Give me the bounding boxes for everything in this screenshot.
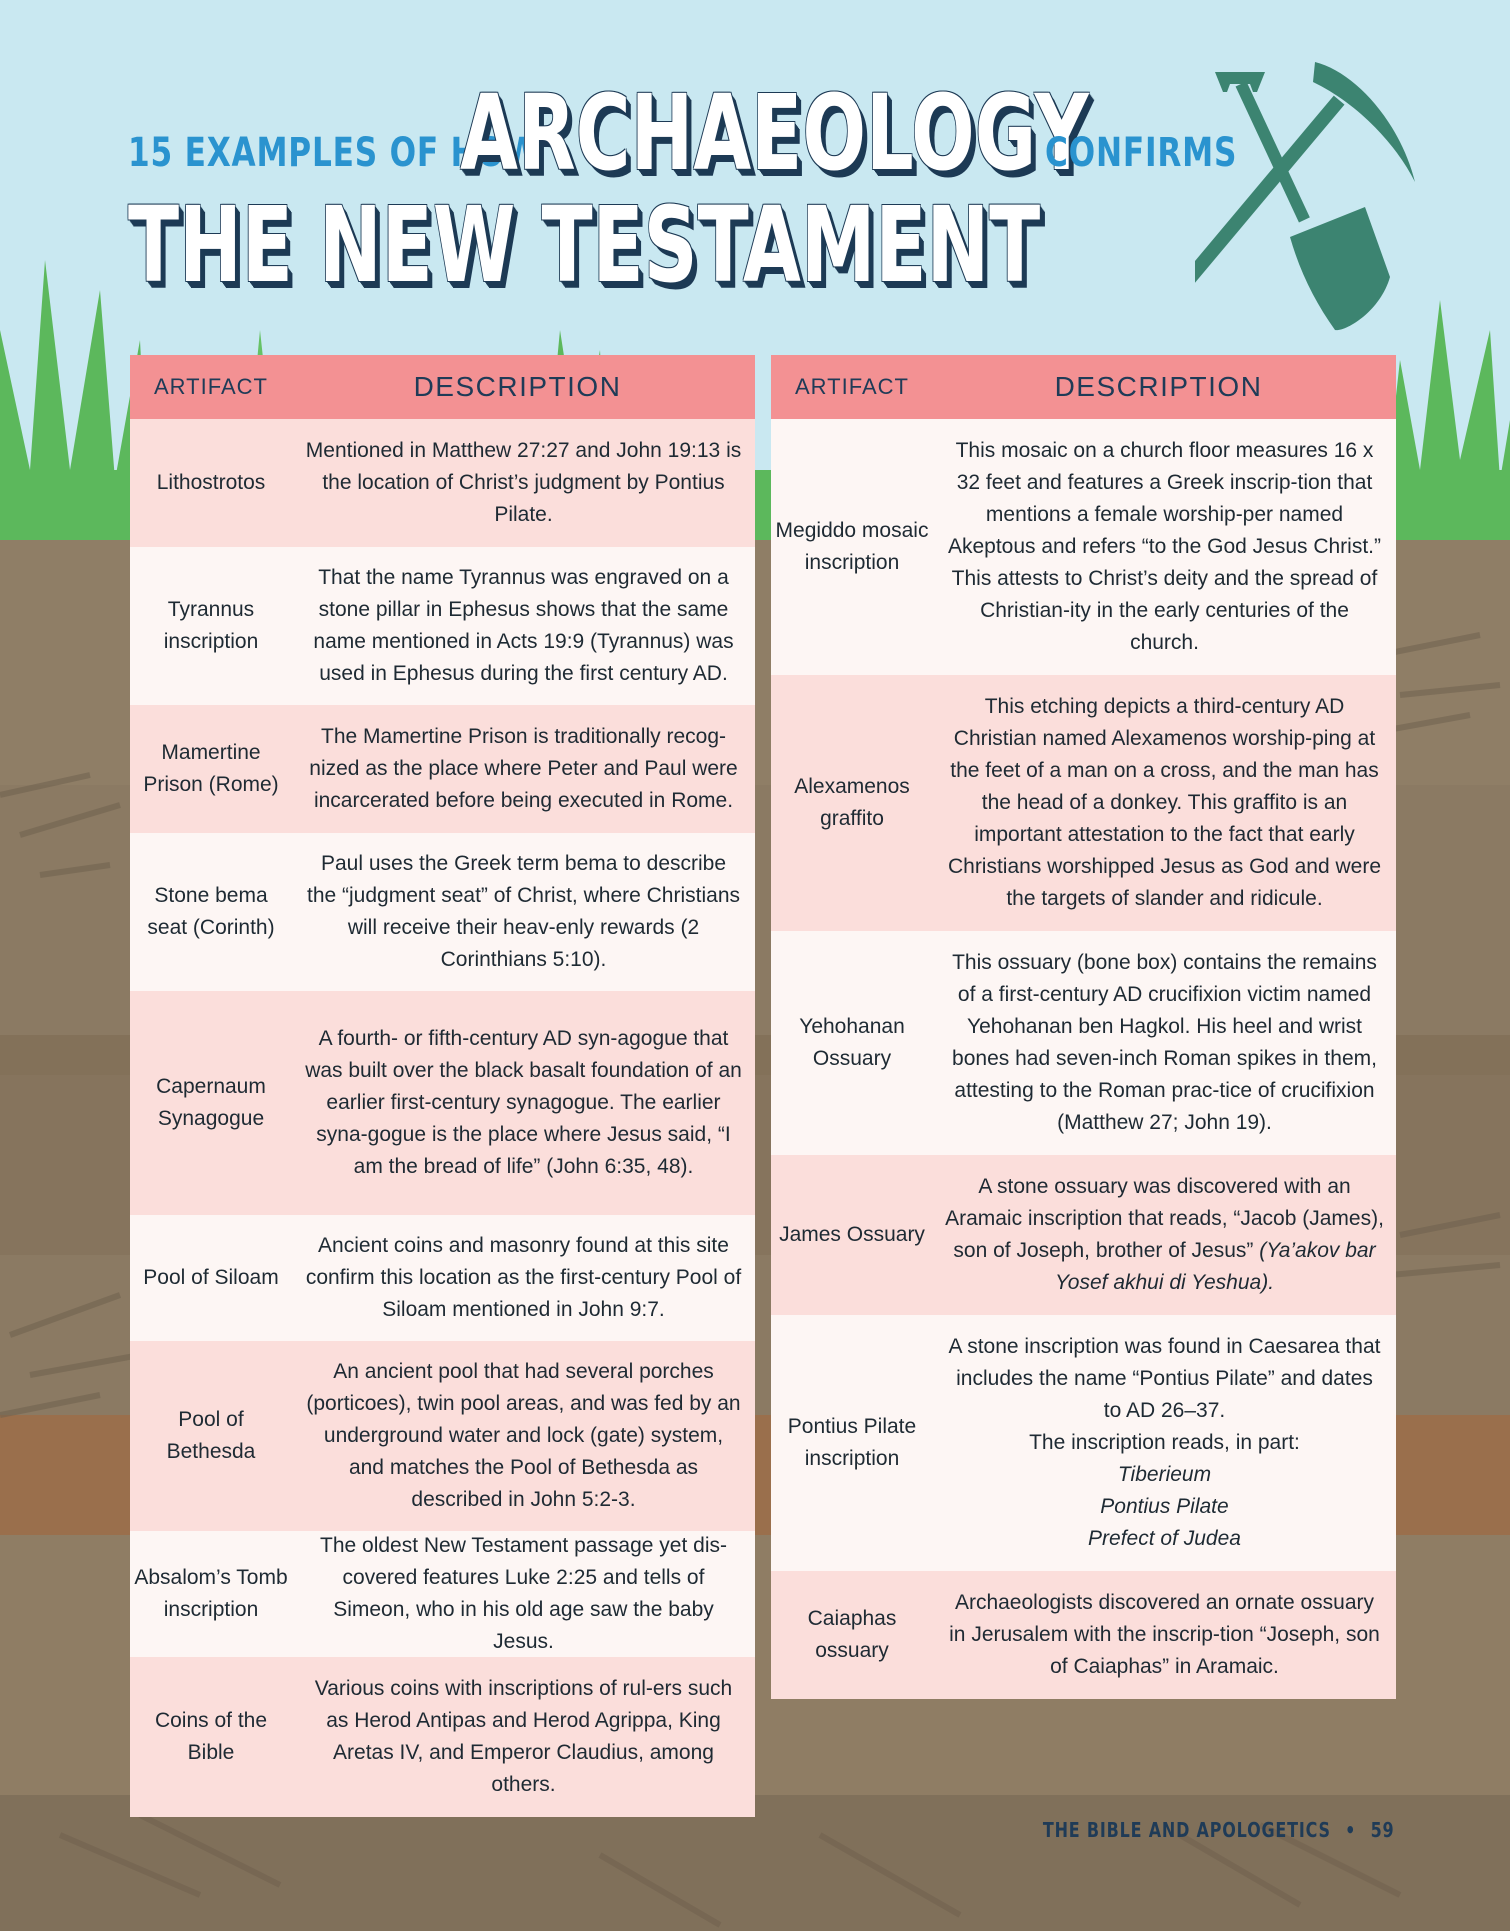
description-cell: A fourth- or fifth-century AD syn-agogue that was built over the black basalt foundation of an earlier first-century synagogue. The earlier syna-gogue is the place where Jesus said, “I am the bread of life” (John 6:35, 48). [305, 1027, 742, 1178]
page-footer [1042, 1818, 1394, 1842]
artifact-column-header: ARTIFACT [795, 374, 909, 399]
italic-line: Tiberieum [1117, 1463, 1212, 1486]
description-cell: The oldest New Testament passage yet dis-covered features Luke 2:25 and tells of Simeon, who in his old age saw the baby Jesus. [320, 1534, 727, 1653]
artifact-cell: Tyrannus inscription [163, 598, 259, 653]
artifact-cell: Caiaphas ossuary [807, 1607, 897, 1662]
header-suffix: CONFIRMS [1045, 130, 1238, 176]
description-cell: Ancient coins and masonry found at this site confirm this location as the first-century Pool of Siloam mentioned in John 9:7. [305, 1234, 742, 1321]
description-cell: This ossuary (bone box) contains the remains of a first-century AD crucifixion victim named Yehohanan ben Hagkol. His heel and wrist bones had seven-inch Roman spikes in them, attesting to the Roman prac-tice of crucifixion (Matthew 27; John 19). [952, 951, 1377, 1134]
description-italic-text: (Ya’akov bar Yosef akhui di Yeshua). [1054, 1239, 1376, 1294]
table-row [130, 1657, 755, 1817]
artifact-cell: Capernaum Synagogue [156, 1075, 266, 1130]
footer-bullet: • [1344, 1818, 1356, 1842]
table-row [771, 1155, 1396, 1315]
page-number: 59 [1370, 1818, 1394, 1842]
table-row [771, 419, 1396, 675]
artifact-cell: Megiddo mosaic inscription [775, 519, 929, 574]
table-row [130, 419, 755, 547]
table-row [130, 833, 755, 991]
left-table-header [130, 355, 755, 419]
description-cell: This mosaic on a church floor measures 16 x 32 feet and features a Greek inscrip-tion that mentions a female worship-per named Akeptous and refers “to the God Jesus Christ.” This attests to Christ’s deity and the spread of Christian-ity in the early centuries of the church. [947, 439, 1382, 654]
description-cell: Archaeologists discovered an ornate ossuary in Jerusalem with the inscrip-tion “Joseph, son of Caiaphas” in Aramaic. [949, 1591, 1380, 1678]
artifact-cell: Absalom’s Tomb inscription [134, 1566, 288, 1621]
description-cell: Mentioned in Matthew 27:27 and John 19:13 is the location of Christ’s judgment by Pontius Pilate. [305, 439, 742, 526]
description-text: A stone inscription was found in Caesarea that includes the name “Pontius Pilate” and dates to AD 26–37. [948, 1335, 1381, 1422]
left-table [130, 355, 755, 1817]
description-cell: Paul uses the Greek term bema to describe the “judgment seat” of Christ, where Christians will receive their heav-enly rewards (2 Corinthians 5:10). [306, 852, 740, 971]
description-cell: Various coins with inscriptions of rul-ers such as Herod Antipas and Herod Agrippa, King Aretas IV, and Emperor Claudius, among others. [314, 1677, 733, 1796]
artifact-cell: Alexamenos graffito [794, 775, 910, 830]
table-row [771, 1571, 1396, 1699]
artifact-column-header: ARTIFACT [154, 374, 268, 399]
shovel-pickaxe-icon [1195, 62, 1415, 342]
description-cell: An ancient pool that had several porches (porticoes), twin pool areas, and was fed by an underground water and lock (gate) system, and matches the Pool of Bethesda as described in John 5:2-3. [306, 1360, 741, 1511]
table-row [130, 1531, 755, 1657]
description-column-header: DESCRIPTION [1054, 371, 1263, 402]
artifact-cell: Lithostrotos [156, 471, 266, 494]
artifact-cell: Mamertine Prison (Rome) [143, 741, 279, 796]
header-highlight: ARCHAEOLOGY [460, 72, 1089, 194]
table-row [130, 705, 755, 833]
footer-section: THE BIBLE AND APOLOGETICS [1042, 1818, 1331, 1842]
artifact-cell: Pool of Siloam [143, 1266, 279, 1289]
right-table-header [771, 355, 1396, 419]
table-row [130, 547, 755, 705]
description-cell: The Mamertine Prison is traditionally recog-nized as the place where Peter and Paul were incarcerated before being executed in Rome. [309, 725, 738, 812]
description-cell: This etching depicts a third-century AD Christian named Alexamenos worship-ping at the feet of a man on a cross, and the man has the head of a donkey. This graffito is an important attestation to the fact that early Christians worshipped Jesus as God and were the targets of slander and ridicule. [947, 695, 1382, 910]
italic-line: Pontius Pilate [1100, 1495, 1229, 1518]
description-cell: That the name Tyrannus was engraved on a stone pillar in Ephesus shows that the same name mentioned in Acts 19:9 (Tyrannus) was used in Ephesus during the first century AD. [313, 566, 734, 685]
description-cell [933, 1171, 1396, 1299]
italic-line: Prefect of Judea [1088, 1527, 1241, 1550]
artifact-cell: James Ossuary [779, 1223, 925, 1246]
description-cell [933, 1331, 1396, 1555]
table-row [771, 931, 1396, 1155]
page-header [128, 72, 1238, 318]
artifact-cell: Stone bema seat (Corinth) [147, 884, 275, 939]
description-column-header: DESCRIPTION [413, 371, 622, 402]
artifact-cell: Yehohanan Ossuary [799, 1015, 905, 1070]
table-row [130, 1215, 755, 1341]
header-prefix: 15 EXAMPLES OF HOW [128, 130, 541, 176]
table-row [130, 991, 755, 1215]
table-row [771, 675, 1396, 931]
artifact-cell: Pool of Bethesda [166, 1408, 256, 1463]
artifact-cell: Pontius Pilate inscription [787, 1415, 917, 1470]
description-text: A stone ossuary was discovered with an Aramaic inscription that reads, “Jacob (James), son of Joseph, brother of Jesus” [945, 1175, 1384, 1262]
description-text-line2: The inscription reads, in part: [1029, 1431, 1300, 1454]
table-row [130, 1341, 755, 1531]
table-row [771, 1315, 1396, 1571]
header-title-line2: THE NEW TESTAMENT [128, 184, 1041, 306]
artifact-cell: Coins of the Bible [154, 1709, 268, 1764]
right-table [771, 355, 1396, 1699]
